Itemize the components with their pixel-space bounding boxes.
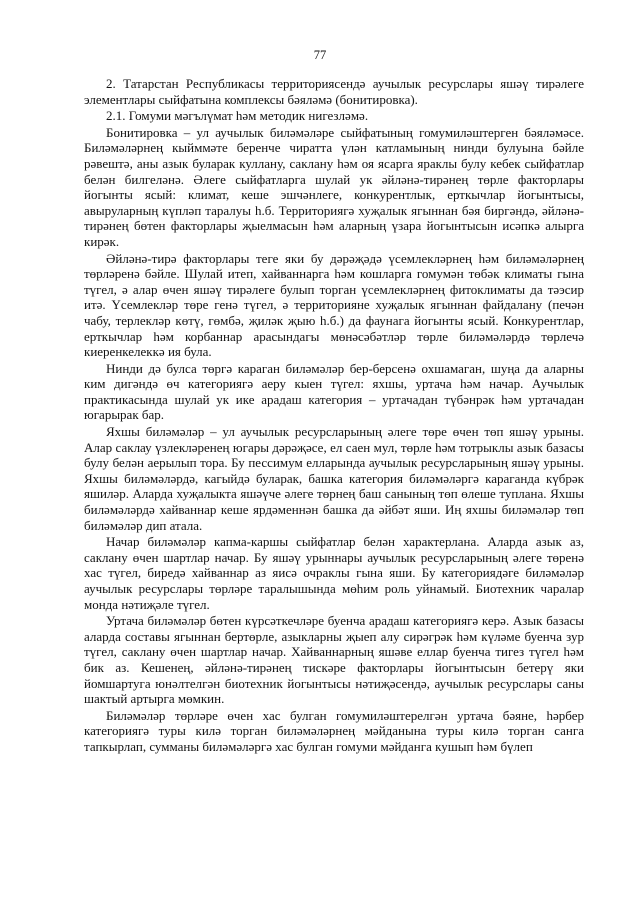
page-number: 77 <box>313 48 327 62</box>
paragraph-section-heading: 2. Татарстан Республикасы территориясендә аучылык ресурслары яшәү тирәлеге элементлары сыйфатына комплексы бәяләмә (бонитировка). <box>84 76 584 107</box>
paragraph: Нинди дә булса төргә караган биләмәләр бер-берсенә охшамаган, шуңа да аларны ким дигәндә өч категориягә аеру кыен түгел: яхшы, уртача һәм начар. Аучылык практикасында шулай ук ике арадаш категория – уртачадан түбәнрәк һәм уртачадан югарырак бар. <box>84 360 584 423</box>
paragraph: Биләмәләр төрләре өчен хас булган гомумиләштерелгән уртача бәяне, һәрбер категориягә туры килә торган биләмәләрнең мәйданына туры килә торган санга тапкырлап, сумманы биләмәләргә хас булган гомуми мәйданга кушып һәм бүлеп <box>84 707 584 754</box>
paragraph: Әйләнә-тирә факторлары теге яки бу дәрәҗәдә үсемлекләрнең һәм биләмәләрнең төрләренә бәйле. Шулай итеп, хайваннарга һәм кошларга гомумән төбәк климаты гына түгел, ә алар өчен яшәү тирәлеге булып торган үсемлекләрнең фитоклиматы да тәэсир итә. Үсемлекләр төре генә түгел, ә территорияне хуҗалык ягыннан файдалану (печән чабу, терлекләр көтү, гөмбә, җиләк җыю һ.б.) да фаунага йогынты ясый. Конкурентлар, ерткычлар һәм корбаннар арасындагы мөнәсәбәтләр төрле биләмәләрдә төрлечә киеренкелеккә ия була. <box>84 250 584 360</box>
paragraph-subsection-heading: 2.1. Гомуми мәгълүмат һәм методик нигезләмә. <box>106 108 369 124</box>
body-text <box>84 76 584 756</box>
paragraph: Уртача биләмәләр бөтен күрсәткечләре буенча арадаш категориягә керә. Азык базасы аларда составы ягыннан бертөрле, азыкларны җыеп алу сирәгрәк һәм күләме буенча зур түгел, саклану өчен шартлар начар. Хайваннарның яшәве еллар буенча тигез түгел һәм бик аз. Кешенең, әйләнә-тирәнең тискәре факторлары йогынтысын бетерү яки йомшартуга юнәлтелгән биотехник йогынтысы нәтиҗәсендә, аучылык ресурслары саны шактый артырга мөмкин. <box>84 613 584 707</box>
paragraph: Яхшы биләмәләр – ул аучылык ресурсларының әлеге төре өчен төп яшәү урыны. Алар саклау үзлекләренең югары дәрәҗәсе, ел саен мул, төрле һәм тотрыклы азык базасы булу белән аерылып тора. Бу пессимум елларында аучылык ресурсларының яшәү урыны. Яхшы биләмәләрдә, кагыйдә буларак, башка категория биләмәләргә караганда күбрәк яшиләр. Аларда хуҗалыкта яшәүче әлеге төрнең баш санының төп өлеше туплана. Яхшы биләмәләрдә хайваннар кеше ярдәменнән башка да әйбәт яши. Иң яхшы биләмәләр төп биләмәләр дип атала. <box>84 424 584 533</box>
paragraph: Начар биләмәләр капма-каршы сыйфатлар белән характерлана. Аларда азык аз, саклану өчен шартлар начар. Бу яшәү урыннары аучылык ресурсларының әлеге төренә хас түгел, биредә хайваннар аз яисә очраклы гына яши. Бу категориядәге биләмәләр аучылык ресурслары төрләре таралышында мөһим роль уйнамый. Биотехник чаралар монда нәтиҗәле түгел. <box>84 534 584 612</box>
paragraph: Бонитировка – ул аучылык биләмәләре сыйфатының гомумиләштерген бәяләмәсе. Биләмәләрнең кыйммәте беренче чиратта үлән катламының нинди булуына бәйле рәвештә, аны азык буларак куллану, саклану һәм оя ясарга яраклы булу кебек сыйфатлар белән билгеләнә. Әлеге сыйфатларга шулай ук әйләнә-тирәнең төрле факторлары йогынты ясый: климат, кеше эшчәнлеге, конкурентлык, ерткычлар йогынтысы, авыруларның күпләп таралуы һ.б. Территориягә хуҗалык ягыннан бәя биргәндә, әйләнә-тирәнең бөтен факторлары җыелмасын һәм аларның үзара йогынтысын исәпкә алырга кирәк. <box>84 124 584 249</box>
